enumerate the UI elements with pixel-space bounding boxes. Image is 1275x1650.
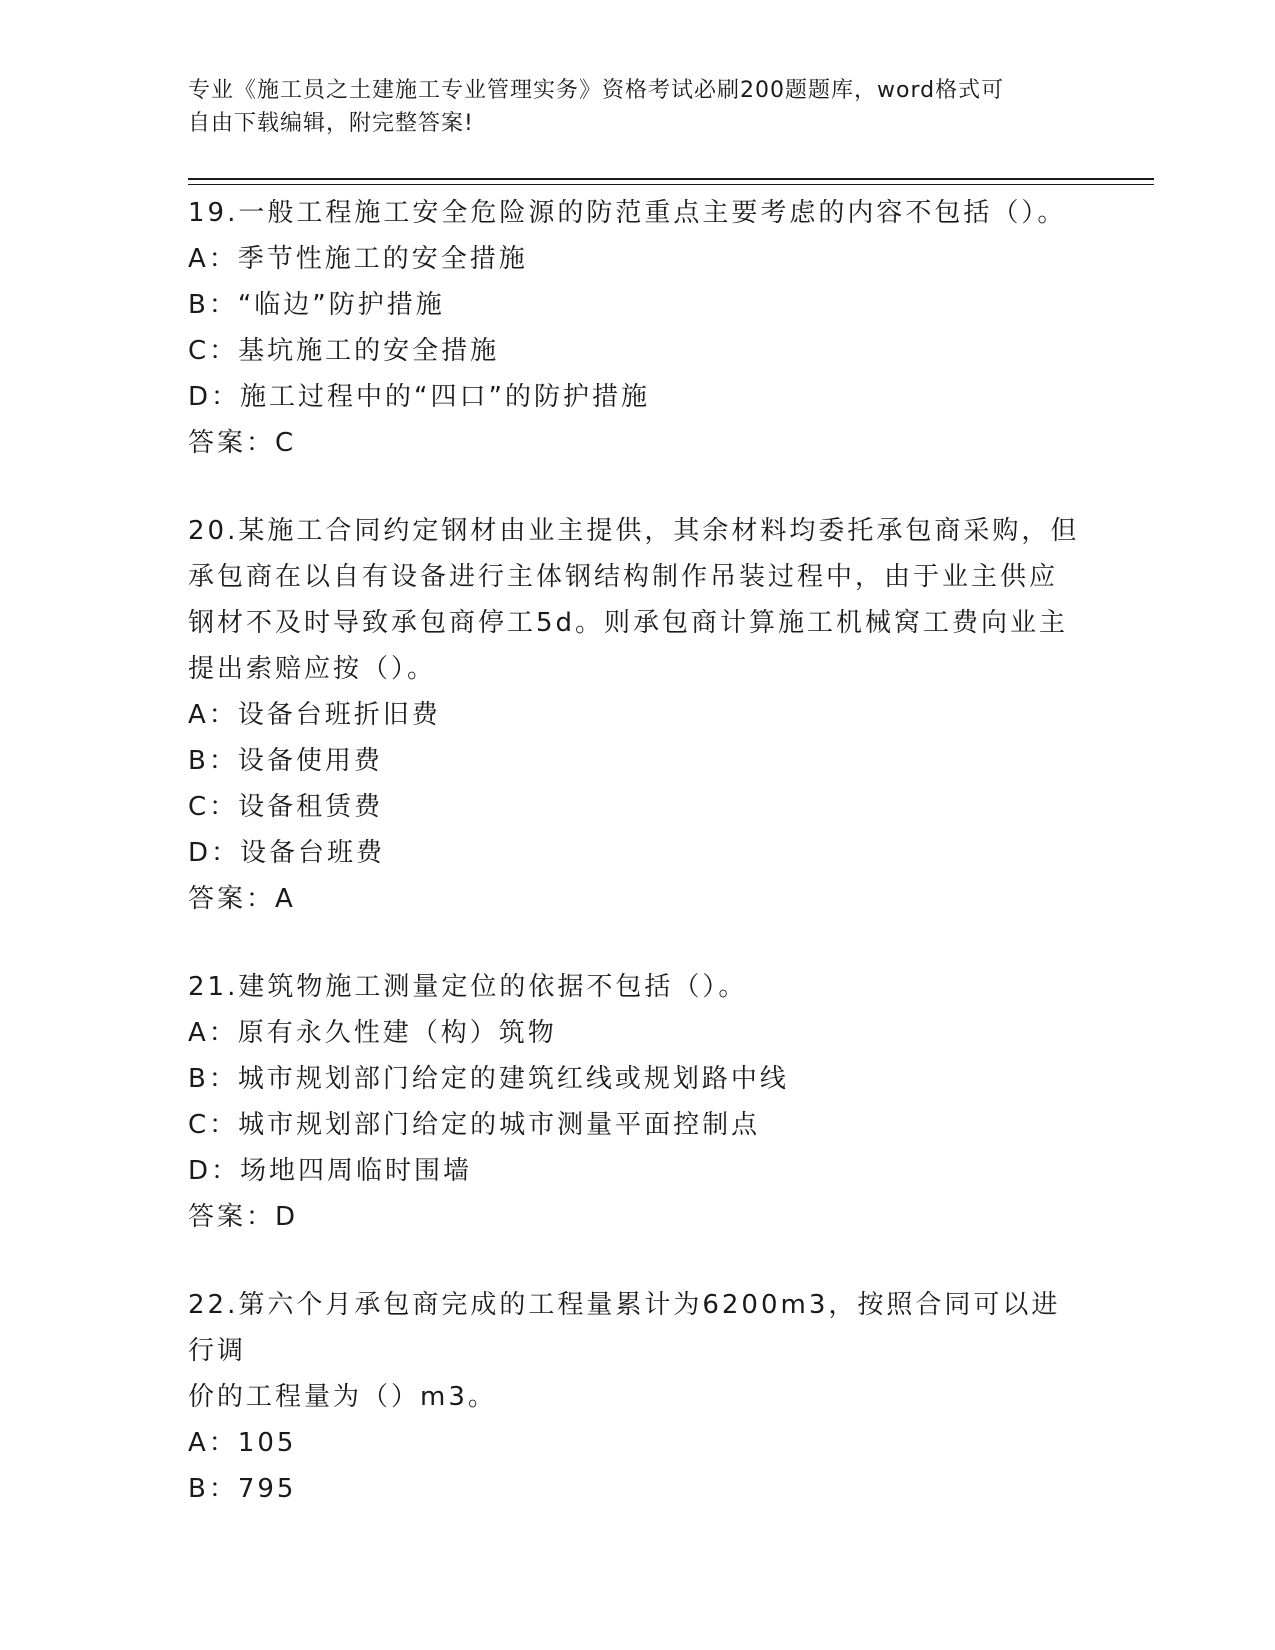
option-d: D：施工过程中的“四口”的防护措施 xyxy=(188,382,650,412)
answer-line: 答案：C xyxy=(188,428,297,458)
header-divider-thin xyxy=(188,184,1154,185)
question-stem: 19.一般工程施工安全危险源的防范重点主要考虑的内容不包括（）。 xyxy=(188,198,1067,228)
question-spacer xyxy=(188,1240,1088,1282)
question-21 xyxy=(188,964,1088,1240)
answer-line: 答案：D xyxy=(188,1202,299,1232)
option-c: C：城市规划部门给定的城市测量平面控制点 xyxy=(188,1110,761,1140)
option-a: A：设备台班折旧费 xyxy=(188,700,441,730)
question-stem: 21.建筑物施工测量定位的依据不包括（）。 xyxy=(188,972,748,1002)
option-b: B：795 xyxy=(188,1474,297,1504)
question-22 xyxy=(188,1282,1088,1512)
question-stem-line-1: 22.第六个月承包商完成的工程量累计为6200m3，按照合同可以进行调 xyxy=(188,1290,1061,1366)
option-b: B：设备使用费 xyxy=(188,746,383,776)
header-line-1: 专业《施工员之土建施工专业管理实务》资格考试必刷200题题库，word格式可 xyxy=(188,78,1005,103)
option-a: A：原有永久性建（构）筑物 xyxy=(188,1018,557,1048)
option-a: A：季节性施工的安全措施 xyxy=(188,244,528,274)
option-b: B：“临边”防护措施 xyxy=(188,290,445,320)
question-20 xyxy=(188,508,1088,922)
question-19 xyxy=(188,190,1088,466)
question-spacer xyxy=(188,922,1088,964)
question-stem-line-3: 钢材不及时导致承包商停工5d。则承包商计算施工机械窝工费向业主 xyxy=(188,608,1069,638)
header-line-2: 自由下载编辑，附完整答案! xyxy=(188,111,474,136)
option-b: B：城市规划部门给定的建筑红线或规划路中线 xyxy=(188,1064,789,1094)
answer-line: 答案：A xyxy=(188,884,296,914)
question-stem-line-2: 承包商在以自有设备进行主体钢结构制作吊装过程中，由于业主供应 xyxy=(188,562,1059,592)
option-d: D：设备台班费 xyxy=(188,838,386,868)
question-list xyxy=(188,190,1088,1512)
option-c: C：设备租赁费 xyxy=(188,792,384,822)
question-stem-line-4: 提出索赔应按（）。 xyxy=(188,654,437,684)
question-stem-line-1: 20.某施工合同约定钢材由业主提供，其余材料均委托承包商采购，但 xyxy=(188,516,1080,546)
question-spacer xyxy=(188,466,1088,508)
option-c: C：基坑施工的安全措施 xyxy=(188,336,500,366)
option-a: A：105 xyxy=(188,1428,297,1458)
header-divider-thick xyxy=(188,178,1154,180)
question-stem-line-2: 价的工程量为（）m3。 xyxy=(188,1382,497,1412)
option-d: D：场地四周临时围墙 xyxy=(188,1156,473,1186)
document-header xyxy=(188,74,1068,140)
